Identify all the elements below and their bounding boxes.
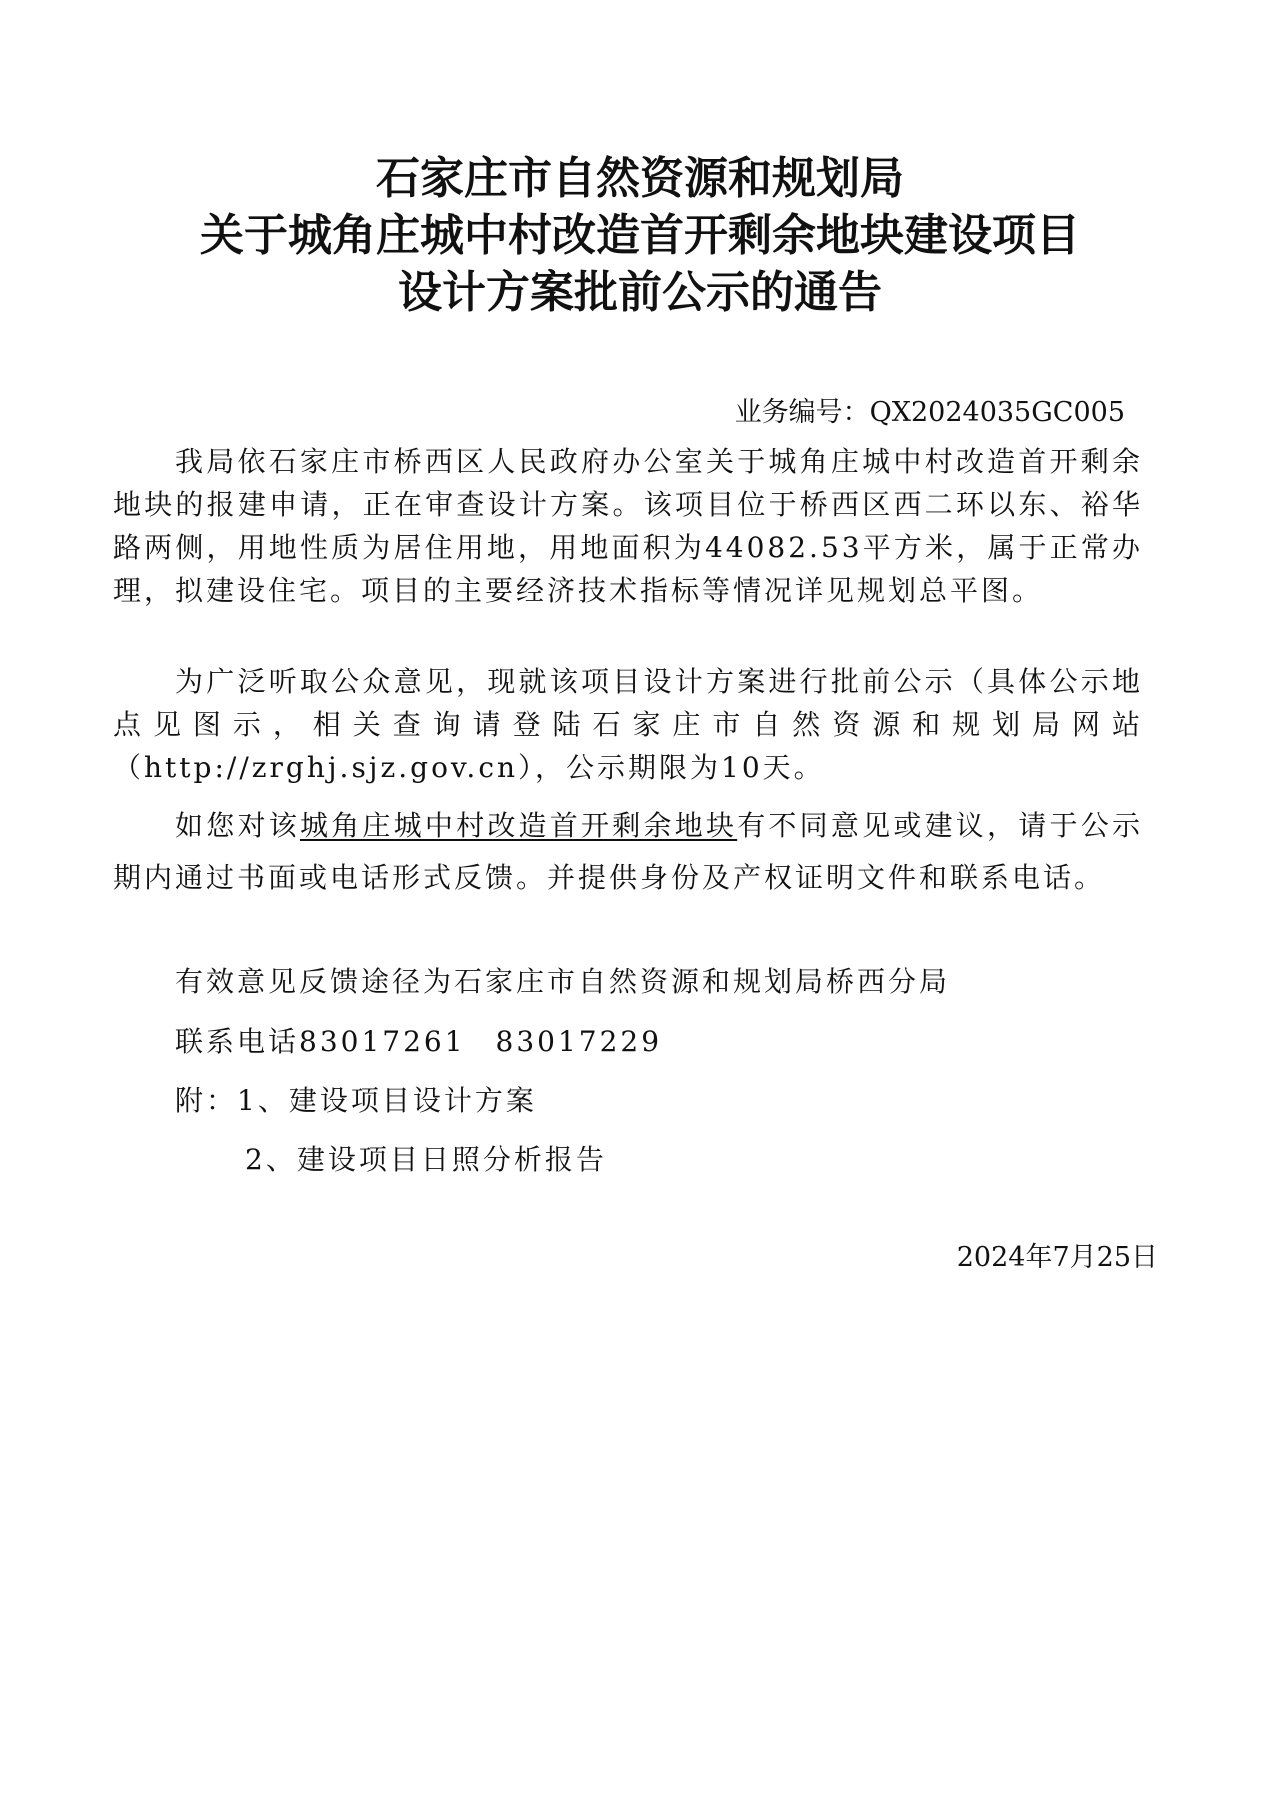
business-number-value: QX2024035GC005 bbox=[869, 397, 1125, 428]
feedback-suffix: 有不同意见或建议，请于公示期内通过书面或电话形式反馈。并提供身份及产权证明文件和联系电话。 bbox=[113, 809, 1143, 894]
business-number bbox=[735, 393, 1125, 433]
contact-phone bbox=[175, 1022, 662, 1062]
attachment-item-2: 2、建设项目日照分析报告 bbox=[245, 1143, 607, 1176]
contact-phone-1: 83017261 bbox=[299, 1025, 466, 1058]
attachment-item-1 bbox=[175, 1081, 537, 1121]
feedback-prefix: 如您对该 bbox=[175, 809, 300, 842]
issue-date: 2024年7月25日 bbox=[956, 1242, 1158, 1273]
title-line-1: 石家庄市自然资源和规划局 bbox=[376, 153, 904, 204]
paragraph-application: 我局依石家庄市桥西区人民政府办公室关于城角庄城中村改造首开剩余地块的报建申请，正在审查设计方案。该项目位于桥西区西二环以东、裕华路两侧，用地性质为居住用地，用地面积为44082.53平方米，属于正常办理，拟建设住宅。项目的主要经济技术指标等情况详见规划总平图。 bbox=[113, 445, 1143, 607]
feedback-channel: 有效意见反馈途径为石家庄市自然资源和规划局桥西分局 bbox=[175, 965, 951, 998]
attachment-label: 附： bbox=[175, 1084, 238, 1117]
paragraph-feedback bbox=[113, 800, 1143, 904]
title-line-2: 关于城角庄城中村改造首开剩余地块建设项目 bbox=[200, 210, 1080, 261]
contact-phone-2: 83017229 bbox=[495, 1025, 663, 1058]
notice-title bbox=[0, 150, 1280, 321]
project-name-underlined: 城角庄城中村改造首开剩余地块 bbox=[299, 809, 738, 842]
attachment-1-text: 1、建设项目设计方案 bbox=[237, 1084, 537, 1117]
contact-label: 联系电话 bbox=[175, 1025, 300, 1058]
paragraph-publicity: 为广泛听取公众意见，现就该项目设计方案进行批前公示（具体公示地点见图示，相关查询请登陆石家庄市自然资源和规划局网站（http://zrghj.sjz.gov.cn），公示期限为10天。 bbox=[113, 665, 1143, 784]
title-line-3: 设计方案批前公示的通告 bbox=[398, 267, 882, 318]
business-number-label: 业务编号： bbox=[734, 397, 870, 428]
